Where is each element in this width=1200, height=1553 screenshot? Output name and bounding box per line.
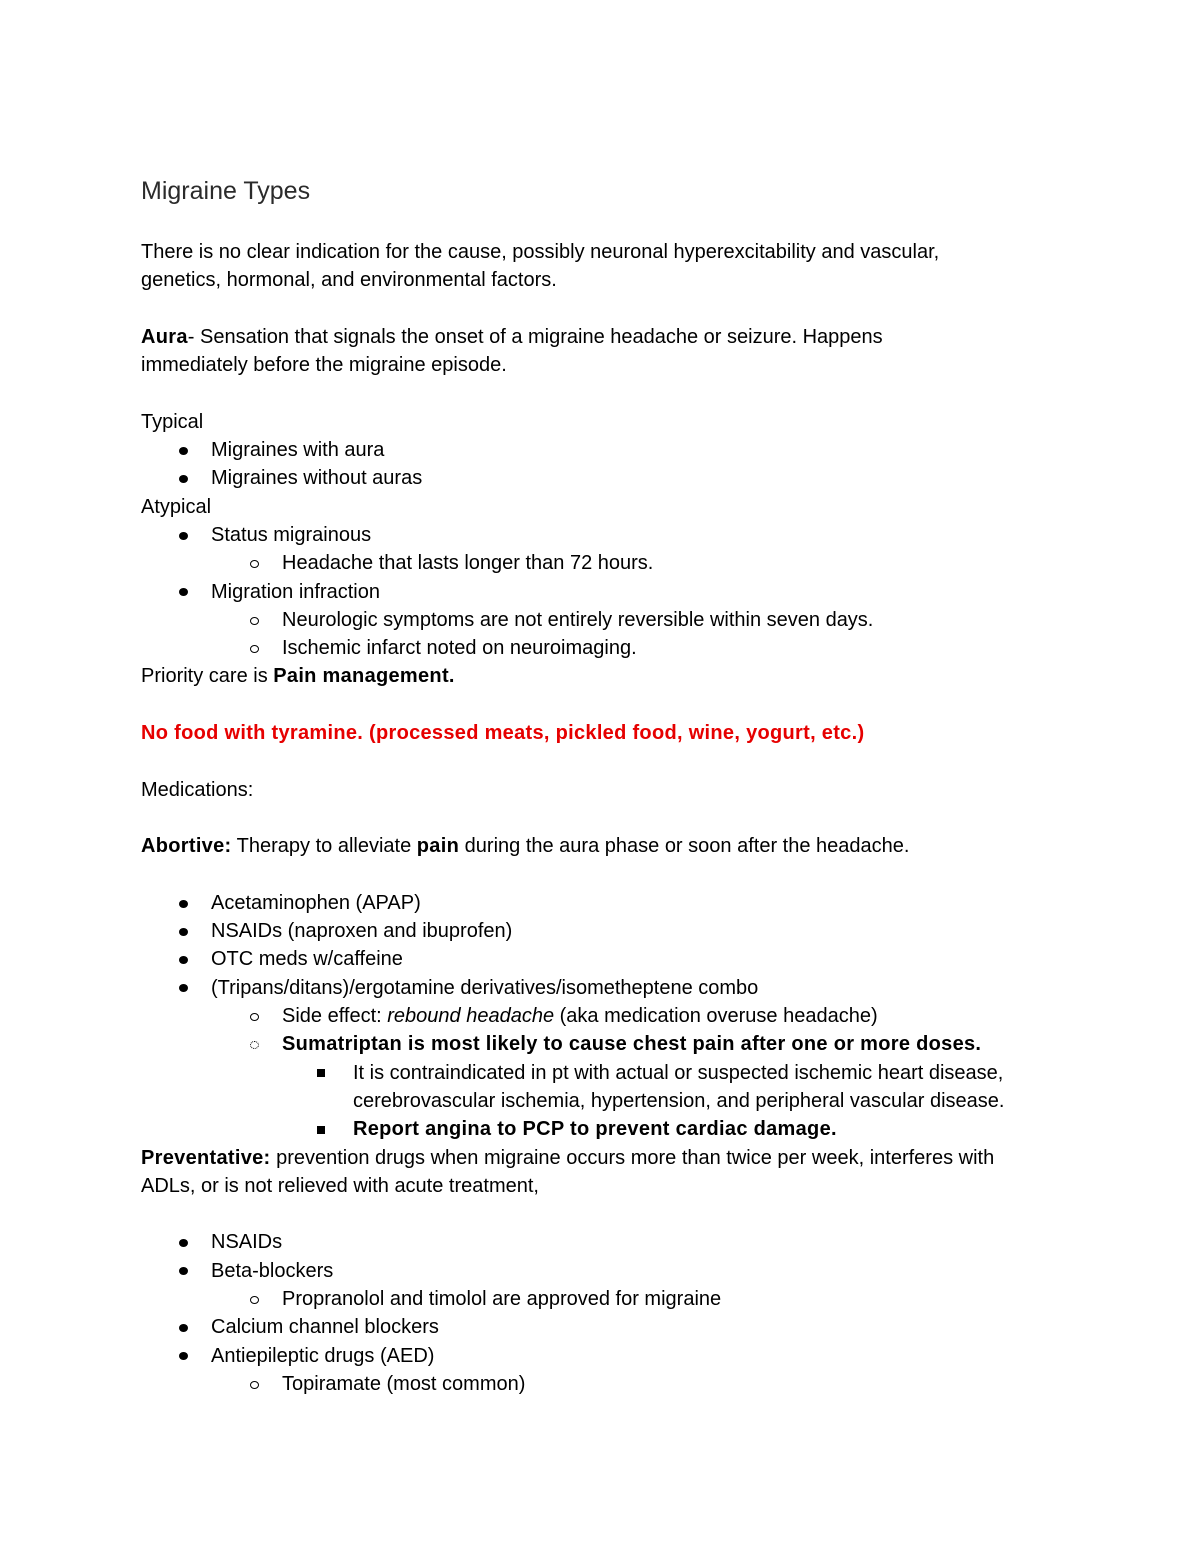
intro-line-2: genetics, hormonal, and environmental factors. bbox=[141, 269, 557, 292]
list-item: Calcium channel blockers bbox=[141, 1313, 1071, 1341]
bullet-icon bbox=[173, 917, 193, 945]
priority-care-line: Priority care is Pain management. bbox=[141, 665, 455, 688]
list-item: Acetaminophen (APAP) bbox=[141, 889, 1071, 917]
circle-bullet-icon bbox=[244, 1002, 264, 1030]
bullet-icon bbox=[173, 578, 193, 606]
list-item: Migraines without auras bbox=[141, 464, 1071, 492]
bullet-icon bbox=[173, 1228, 193, 1256]
list-item: NSAIDs bbox=[141, 1228, 1071, 1256]
list-item: Migraines with aura bbox=[141, 436, 1071, 464]
abortive-definition: Abortive: Therapy to alleviate pain during the aura phase or soon after the headache. bbox=[141, 835, 910, 858]
circle-bullet-icon bbox=[244, 1370, 264, 1398]
list-item: (Tripans/ditans)/ergotamine derivatives/isometheptene combo bbox=[141, 974, 1071, 1002]
list-item: OTC meds w/caffeine bbox=[141, 945, 1071, 973]
intro-line-1: There is no clear indication for the cause, possibly neuronal hyperexcitability and vascular, bbox=[141, 241, 940, 263]
list-subsubitem: It is contraindicated in pt with actual or suspected ischemic heart disease, bbox=[141, 1059, 1071, 1087]
list-subitem: Ischemic infarct noted on neuroimaging. bbox=[141, 634, 1071, 662]
list-subitem: Sumatriptan is most likely to cause chest pain after one or more doses. bbox=[141, 1030, 1071, 1058]
document-page bbox=[141, 172, 1071, 1398]
list-item: Status migrainous bbox=[141, 521, 1071, 549]
page-title: Migraine Types bbox=[141, 177, 311, 205]
preventative-definition-line-1: Preventative: prevention drugs when migraine occurs more than twice per week, interferes with bbox=[141, 1146, 995, 1169]
list-subitem: Headache that lasts longer than 72 hours. bbox=[141, 549, 1071, 577]
square-bullet-icon bbox=[311, 1115, 331, 1143]
aura-definition-line-2: immediately before the migraine episode. bbox=[141, 354, 507, 377]
bullet-icon bbox=[173, 889, 193, 917]
typical-heading: Typical bbox=[141, 410, 204, 433]
bullet-icon bbox=[173, 1342, 193, 1370]
atypical-heading: Atypical bbox=[141, 495, 212, 518]
list-item: Beta-blockers bbox=[141, 1257, 1071, 1285]
circle-bullet-icon bbox=[244, 1285, 264, 1313]
bullet-icon bbox=[173, 436, 193, 464]
bullet-icon bbox=[173, 945, 193, 973]
bullet-icon bbox=[173, 521, 193, 549]
list-subsubitem-continuation: cerebrovascular ischemia, hypertension, and peripheral vascular disease. bbox=[353, 1089, 1005, 1112]
list-subsubitem: Report angina to PCP to prevent cardiac damage. bbox=[141, 1115, 1071, 1143]
aura-text-1: - Sensation that signals the onset of a migraine headache or seizure. Happens bbox=[187, 325, 883, 348]
priority-care-bold: Pain management. bbox=[273, 665, 455, 688]
aura-label: Aura bbox=[141, 325, 188, 348]
list-subitem: Side effect: rebound headache (aka medication overuse headache) bbox=[141, 1002, 1071, 1030]
circle-bullet-icon bbox=[244, 549, 264, 577]
list-item: NSAIDs (naproxen and ibuprofen) bbox=[141, 917, 1071, 945]
medications-heading: Medications: bbox=[141, 778, 254, 801]
square-bullet-icon bbox=[311, 1059, 331, 1087]
tyramine-warning: No food with tyramine. (processed meats, pickled food, wine, yogurt, etc.) bbox=[141, 722, 865, 745]
list-subitem: Neurologic symptoms are not entirely reversible within seven days. bbox=[141, 606, 1071, 634]
preventative-definition-line-2: ADLs, or is not relieved with acute treatment, bbox=[141, 1174, 539, 1197]
bullet-icon bbox=[173, 464, 193, 492]
list-subitem: Topiramate (most common) bbox=[141, 1370, 1071, 1398]
bullet-icon bbox=[173, 1313, 193, 1341]
bullet-icon bbox=[173, 974, 193, 1002]
circle-bullet-icon bbox=[244, 606, 264, 634]
circle-bullet-icon bbox=[244, 634, 264, 662]
bullet-icon bbox=[173, 1257, 193, 1285]
list-item: Migration infraction bbox=[141, 578, 1071, 606]
list-item: Antiepileptic drugs (AED) bbox=[141, 1342, 1071, 1370]
aura-definition-line-1 bbox=[141, 323, 1071, 351]
list-subitem: Propranolol and timolol are approved for migraine bbox=[141, 1285, 1071, 1313]
dotted-circle-bullet-icon bbox=[244, 1030, 264, 1058]
